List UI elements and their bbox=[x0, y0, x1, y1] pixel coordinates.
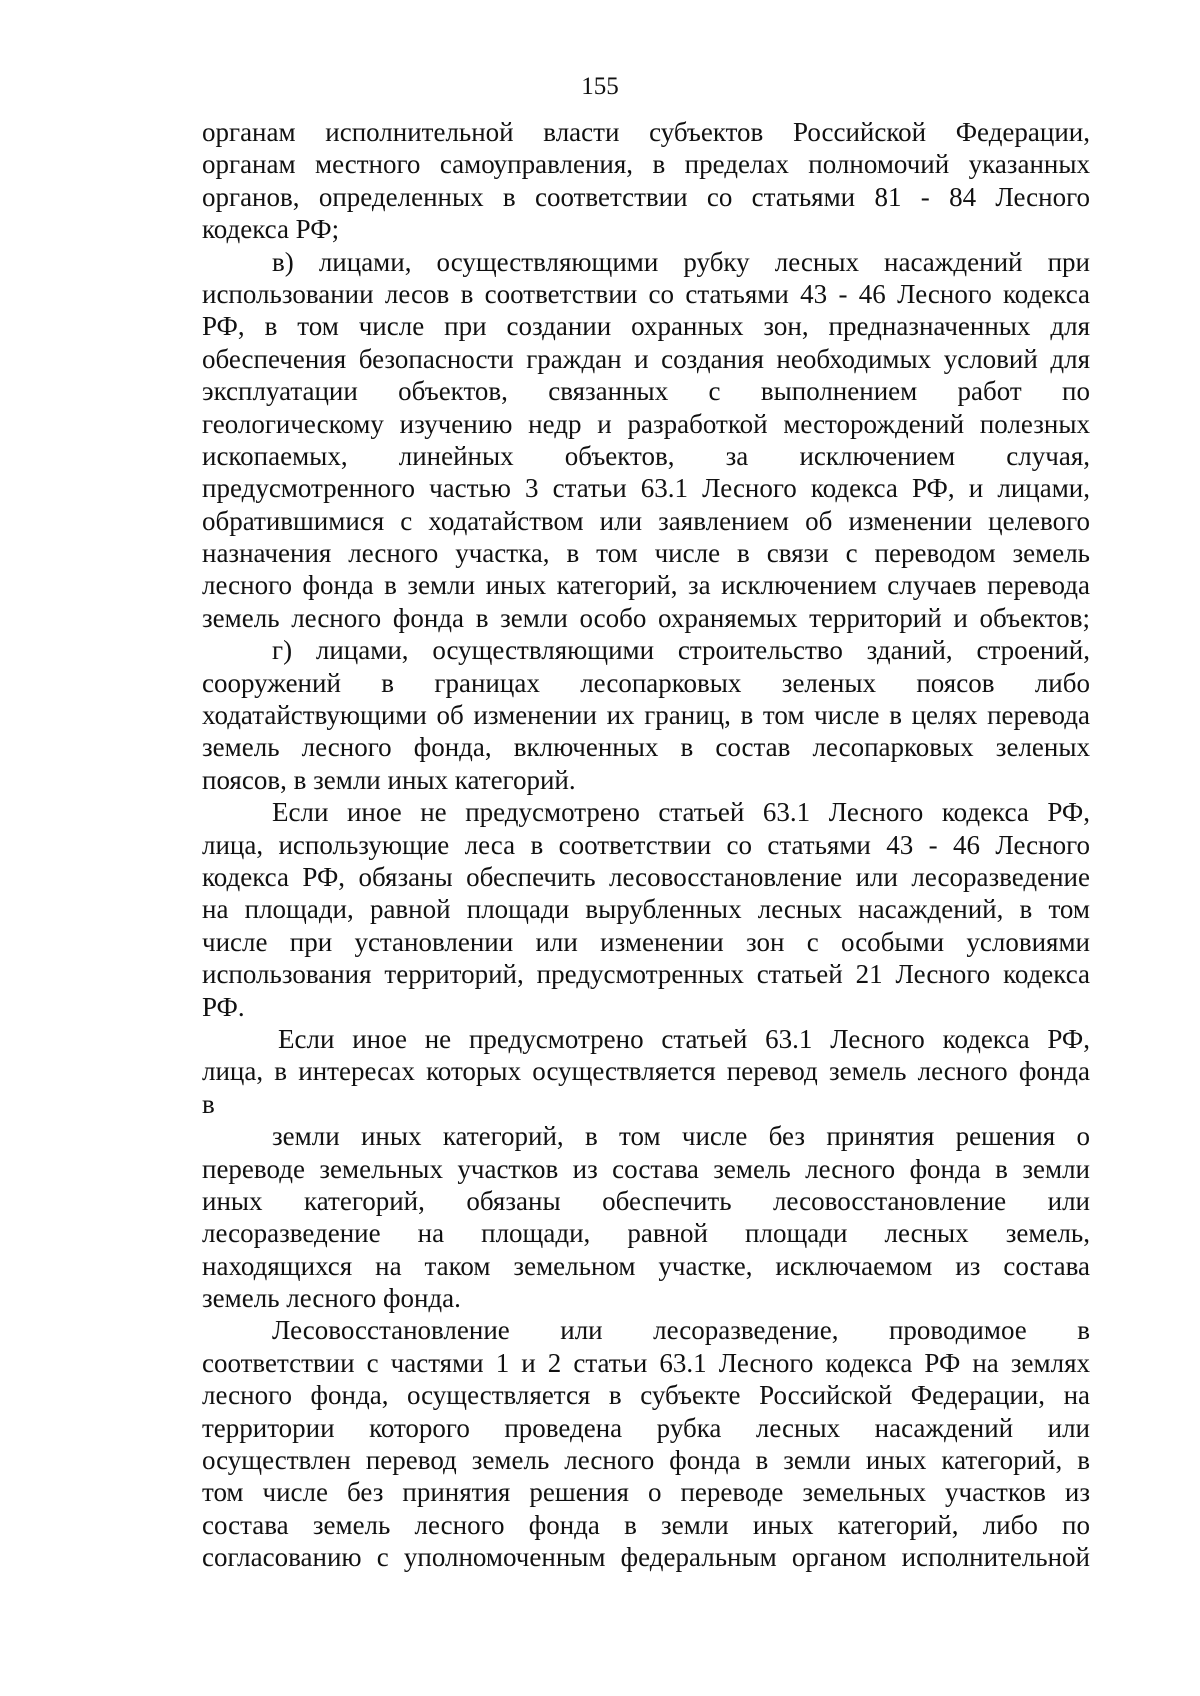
text-line: использования территорий, предусмотренных статьей 21 Лесного кодекса bbox=[202, 959, 1090, 990]
text-line: РФ, в том числе при создании охранных зон, предназначенных для bbox=[202, 311, 1090, 342]
text-line: сооружений в границах лесопарковых зеленых поясов либо bbox=[202, 667, 1090, 698]
text-line: геологическому изучению недр и разработкой месторождений полезных bbox=[202, 408, 1090, 439]
text-line: поясов, в земли иных категорий. bbox=[202, 764, 576, 795]
text-line: органам местного самоуправления, в пределах полномочий указанных bbox=[202, 149, 1090, 180]
text-line: том числе без принятия решения о переводе земельных участков из bbox=[202, 1477, 1090, 1508]
text-line: Если иное не предусмотрено статьей 63.1 Лесного кодекса РФ, bbox=[278, 1023, 1090, 1054]
text-line: лица, в интересах которых осуществляется перевод земель лесного фонда bbox=[202, 1056, 1090, 1087]
text-line: органам исполнительной власти субъектов Российской Федерации, bbox=[202, 117, 1090, 147]
document-body bbox=[202, 116, 1090, 1574]
text-line: РФ. bbox=[202, 991, 245, 1022]
text-line: находящихся на таком земельном участке, исключаемом из состава bbox=[202, 1250, 1090, 1281]
text-line: осуществлен перевод земель лесного фонда в земли иных категорий, в bbox=[202, 1445, 1090, 1476]
text-line: числе при установлении или изменении зон с особыми условиями bbox=[202, 926, 1090, 957]
text-line: в) лицами, осуществляющими рубку лесных насаждений при bbox=[272, 246, 1090, 277]
text-line: в bbox=[202, 1088, 215, 1119]
text-line: лица, использующие леса в соответствии со статьями 43 - 46 Лесного bbox=[202, 829, 1090, 860]
text-line: земель лесного фонда, включенных в состав лесопарковых зеленых bbox=[202, 732, 1090, 763]
text-line: лесного фонда в земли иных категорий, за исключением случаев перевода bbox=[202, 570, 1090, 601]
text-line: органов, определенных в соответствии со статьями 81 - 84 Лесного bbox=[202, 181, 1090, 212]
text-line: Если иное не предусмотрено статьей 63.1 Лесного кодекса РФ, bbox=[272, 797, 1090, 828]
text-line: лесоразведение на площади, равной площади лесных земель, bbox=[202, 1218, 1090, 1249]
text-line: эксплуатации объектов, связанных с выполнением работ по bbox=[202, 376, 1090, 407]
text-line: использовании лесов в соответствии со статьями 43 - 46 Лесного кодекса bbox=[202, 278, 1090, 309]
text-line: соответствии с частями 1 и 2 статьи 63.1 Лесного кодекса РФ на землях bbox=[202, 1347, 1090, 1378]
text-line: предусмотренного частью 3 статьи 63.1 Лесного кодекса РФ, и лицами, bbox=[202, 473, 1090, 504]
text-line: кодекса РФ; bbox=[202, 214, 340, 245]
text-line: ископаемых, линейных объектов, за исключением случая, bbox=[202, 440, 1090, 471]
text-line: назначения лесного участка, в том числе в связи с переводом земель bbox=[202, 538, 1090, 569]
text-line: обеспечения безопасности граждан и создания необходимых условий для bbox=[202, 343, 1090, 374]
text-line: состава земель лесного фонда в земли иных категорий, либо по bbox=[202, 1509, 1090, 1540]
text-line: земель лесного фонда в земли особо охраняемых территорий и объектов; bbox=[202, 602, 1090, 633]
text-line: лесного фонда, осуществляется в субъекте Российской Федерации, на bbox=[202, 1380, 1090, 1411]
text-line: кодекса РФ, обязаны обеспечить лесовосстановление или лесоразведение bbox=[202, 861, 1090, 892]
text-line: переводе земельных участков из состава земель лесного фонда в земли bbox=[202, 1153, 1090, 1184]
text-line: иных категорий, обязаны обеспечить лесовосстановление или bbox=[202, 1185, 1090, 1216]
text-line: земли иных категорий, в том числе без принятия решения о bbox=[272, 1121, 1090, 1152]
text-line: согласованию с уполномоченным федеральным органом исполнительной bbox=[202, 1542, 1090, 1573]
text-line: Лесовосстановление или лесоразведение, проводимое в bbox=[272, 1315, 1090, 1346]
text-line: г) лицами, осуществляющими строительство зданий, строений, bbox=[272, 635, 1090, 666]
text-line: обратившимися с ходатайством или заявлением об изменении целевого bbox=[202, 505, 1090, 536]
text-line: на площади, равной площади вырубленных лесных насаждений, в том bbox=[202, 894, 1090, 925]
text-line: территории которого проведена рубка лесных насаждений или bbox=[202, 1412, 1090, 1443]
page-number: 155 bbox=[581, 73, 619, 100]
text-line: земель лесного фонда. bbox=[202, 1283, 461, 1314]
text-line: ходатайствующими об изменении их границ, в том числе в целях перевода bbox=[202, 700, 1090, 731]
